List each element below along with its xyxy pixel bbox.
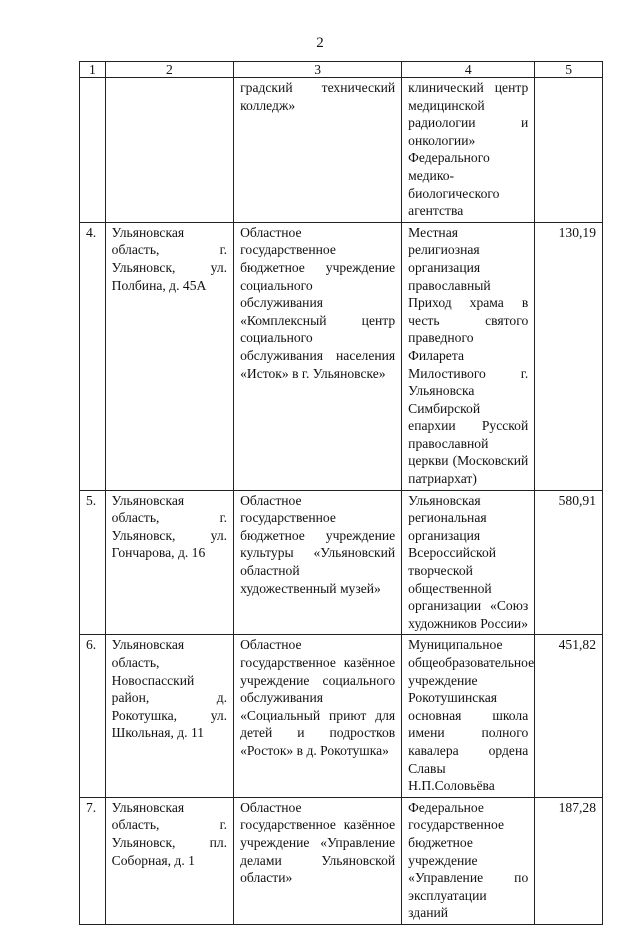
page-number: 2 xyxy=(316,35,324,51)
recipient-organization: Федеральное государственное бюджетное учреждение «Управление по эксплуатации зданий xyxy=(402,797,535,924)
holder-institution: Областное государственное бюджетное учреждение социального обслуживания «Комплексный центр социального обслуживания населения «Исток» в г. Ульяновске» xyxy=(234,222,402,490)
table-row xyxy=(80,490,603,635)
object-address xyxy=(105,78,233,223)
recipient-organization: Местная религиозная организация православный Приход храма в честь святого праведного Филарета Милостивого г. Ульяновска Симбирской епархии Русской православной церкви (Московский патриархат) xyxy=(402,222,535,490)
column-header-5: 5 xyxy=(535,62,603,78)
column-header-2: 2 xyxy=(105,62,233,78)
table-row xyxy=(80,222,603,490)
column-header-1: 1 xyxy=(80,62,106,78)
recipient-organization: Муниципальное общеобразовательное учреждение Рокотушинская основная школа имени полного кавалера ордена Славы Н.П.Соловьёва xyxy=(402,635,535,797)
row-number: 7. xyxy=(80,797,106,924)
table-row xyxy=(80,797,603,924)
row-number xyxy=(80,78,106,223)
area-value: 130,19 xyxy=(535,222,603,490)
object-address: Ульяновская область, г. Ульяновск, пл. Соборная, д. 1 xyxy=(105,797,233,924)
table-row xyxy=(80,78,603,223)
column-header-3: 3 xyxy=(234,62,402,78)
object-address: Ульяновская область, г. Ульяновск, ул. Полбина, д. 45А xyxy=(105,222,233,490)
object-address: Ульяновская область, г. Ульяновск, ул. Гончарова, д. 16 xyxy=(105,490,233,635)
recipient-organization: Ульяновская региональная организация Всероссийской творческой общественной организации «Союз художников России» xyxy=(402,490,535,635)
property-table xyxy=(79,61,603,925)
row-number: 5. xyxy=(80,490,106,635)
column-header-4: 4 xyxy=(402,62,535,78)
area-value: 187,28 xyxy=(535,797,603,924)
holder-institution: Областное государственное бюджетное учреждение культуры «Ульяновский областной художественный музей» xyxy=(234,490,402,635)
recipient-organization: клинический центр медицинской радиологии и онкологии» Федерального медико-биологического агентства xyxy=(402,78,535,223)
row-number: 6. xyxy=(80,635,106,797)
table-row xyxy=(80,635,603,797)
holder-institution: Областное государственное казённое учреждение социального обслуживания «Социальный приют для детей и подростков «Росток» в д. Рокотушка» xyxy=(234,635,402,797)
area-value xyxy=(535,78,603,223)
row-number: 4. xyxy=(80,222,106,490)
holder-institution: Областное государственное казённое учреждение «Управление делами Ульяновской области» xyxy=(234,797,402,924)
area-value: 451,82 xyxy=(535,635,603,797)
table-header-row xyxy=(80,62,603,78)
area-value: 580,91 xyxy=(535,490,603,635)
holder-institution: градский технический колледж» xyxy=(234,78,402,223)
object-address: Ульяновская область, Новоспасский район, д. Рокотушка, ул. Школьная, д. 11 xyxy=(105,635,233,797)
